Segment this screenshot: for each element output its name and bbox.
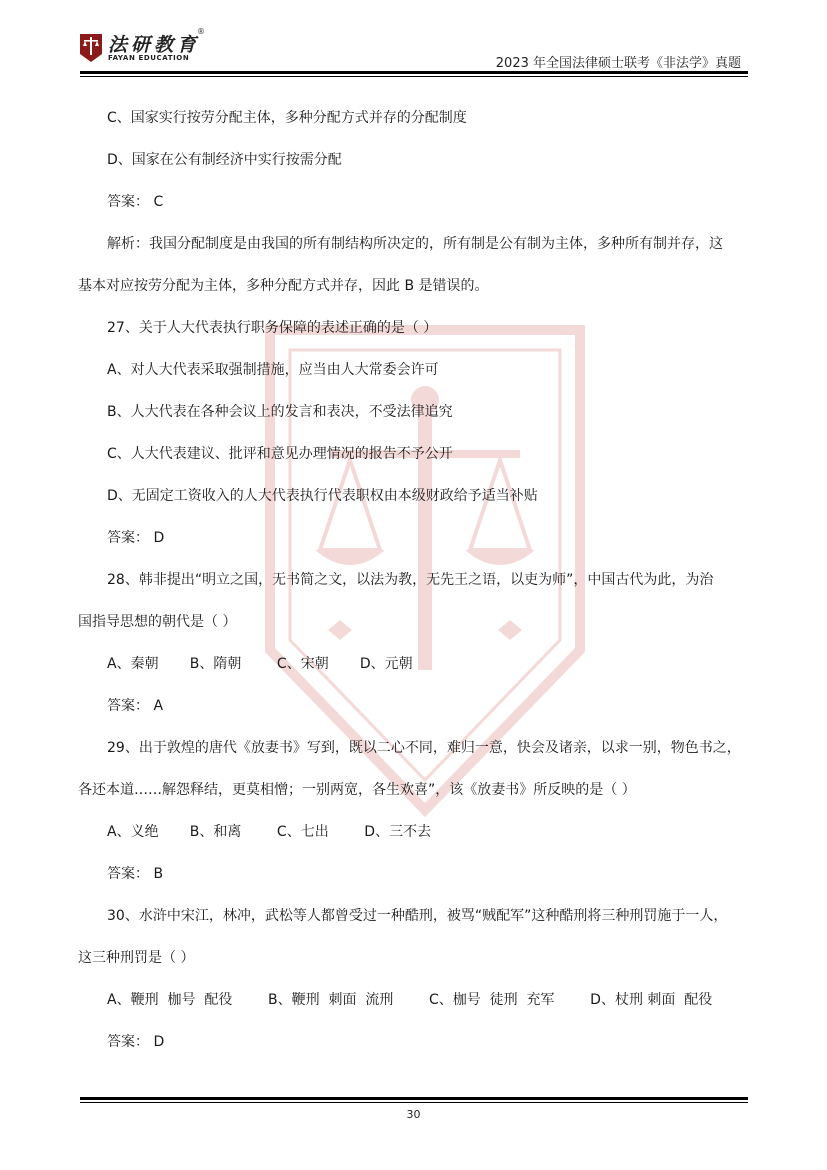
header-rule [80,71,748,74]
answer-line: 答案： A [107,698,164,714]
question-line: 27、关于人大代表执行职务保障的表述正确的是（ ） [107,320,438,336]
option-line: C、国家实行按劳分配主体，多种分配方式并存的分配制度 [107,110,467,126]
document-title: 2023 年全国法律硕士联考《非法学》真题 [495,56,741,71]
answer-line: 答案： C [107,194,164,210]
question-line: 30、水浒中宋江，林冲，武松等人都曾受过一种酷刑，被骂“贼配军”这种酷刑将三种刑罚施于一人， [107,908,728,924]
analysis-line: 基本对应按劳分配为主体，多种分配方式并存，因此 B 是错误的。 [78,278,489,294]
answer-line: 答案： D [107,530,165,546]
footer-rule [80,1097,748,1100]
question-line: 29、出于敦煌的唐代《放妻书》写到，既以二心不同，难归一意，快会及诸亲，以求一别，物色书之， [107,740,741,756]
logo-chinese-text: 法研教育 [108,34,201,56]
answer-line: 答案： D [107,1034,165,1050]
fayan-logo [78,27,278,70]
analysis-line: 解析：我国分配制度是由我国的所有制结构所决定的，所有制是公有制为主体，多种所有制并存，这 [107,236,723,252]
answer-line: 答案： B [107,866,164,882]
option-line: D、国家在公有制经济中实行按需分配 [107,152,342,168]
question-line: 各还本道……解怨释结，更莫相憎；一别两宽，各生欢喜”，该《放妻书》所反映的是（ ） [78,782,636,798]
question-line: 国指导思想的朝代是（ ） [78,614,237,630]
option-line: B、人大代表在各种会议上的发言和表决，不受法律追究 [107,404,453,420]
question-line: 28、韩非提出“明立之国，无书简之文，以法为教，无先王之语，以吏为师”，中国古代为此，为治 [107,572,714,588]
registered-mark: ® [197,27,205,36]
option-line: A、义绝 B、和离 C、七出 D、三不去 [107,824,432,840]
option-line: A、鞭刑 枷号 配役 B、鞭刑 刺面 流刑 C、枷号 徒刑 充军 D、杖刑 刺面 配役 [107,992,713,1008]
logo-english-text: FAYAN EDUCATION [108,54,190,62]
option-line: A、对人大代表采取强制措施，应当由人大常委会许可 [107,362,439,378]
page-header [0,0,827,80]
page-number: 30 [406,1108,421,1121]
option-line: D、无固定工资收入的人大代表执行代表职权由本级财政给予适当补贴 [107,488,538,504]
footer-rule-thin [80,1102,748,1103]
header-rule-thin [80,76,748,77]
option-line: A、秦朝 B、隋朝 C、宋朝 D、元朝 [107,656,413,672]
option-line: C、人大代表建议、批评和意见办理情况的报告不予公开 [107,446,453,462]
scales-seal-icon [78,32,104,64]
question-line: 这三种刑罚是（ ） [78,950,195,966]
